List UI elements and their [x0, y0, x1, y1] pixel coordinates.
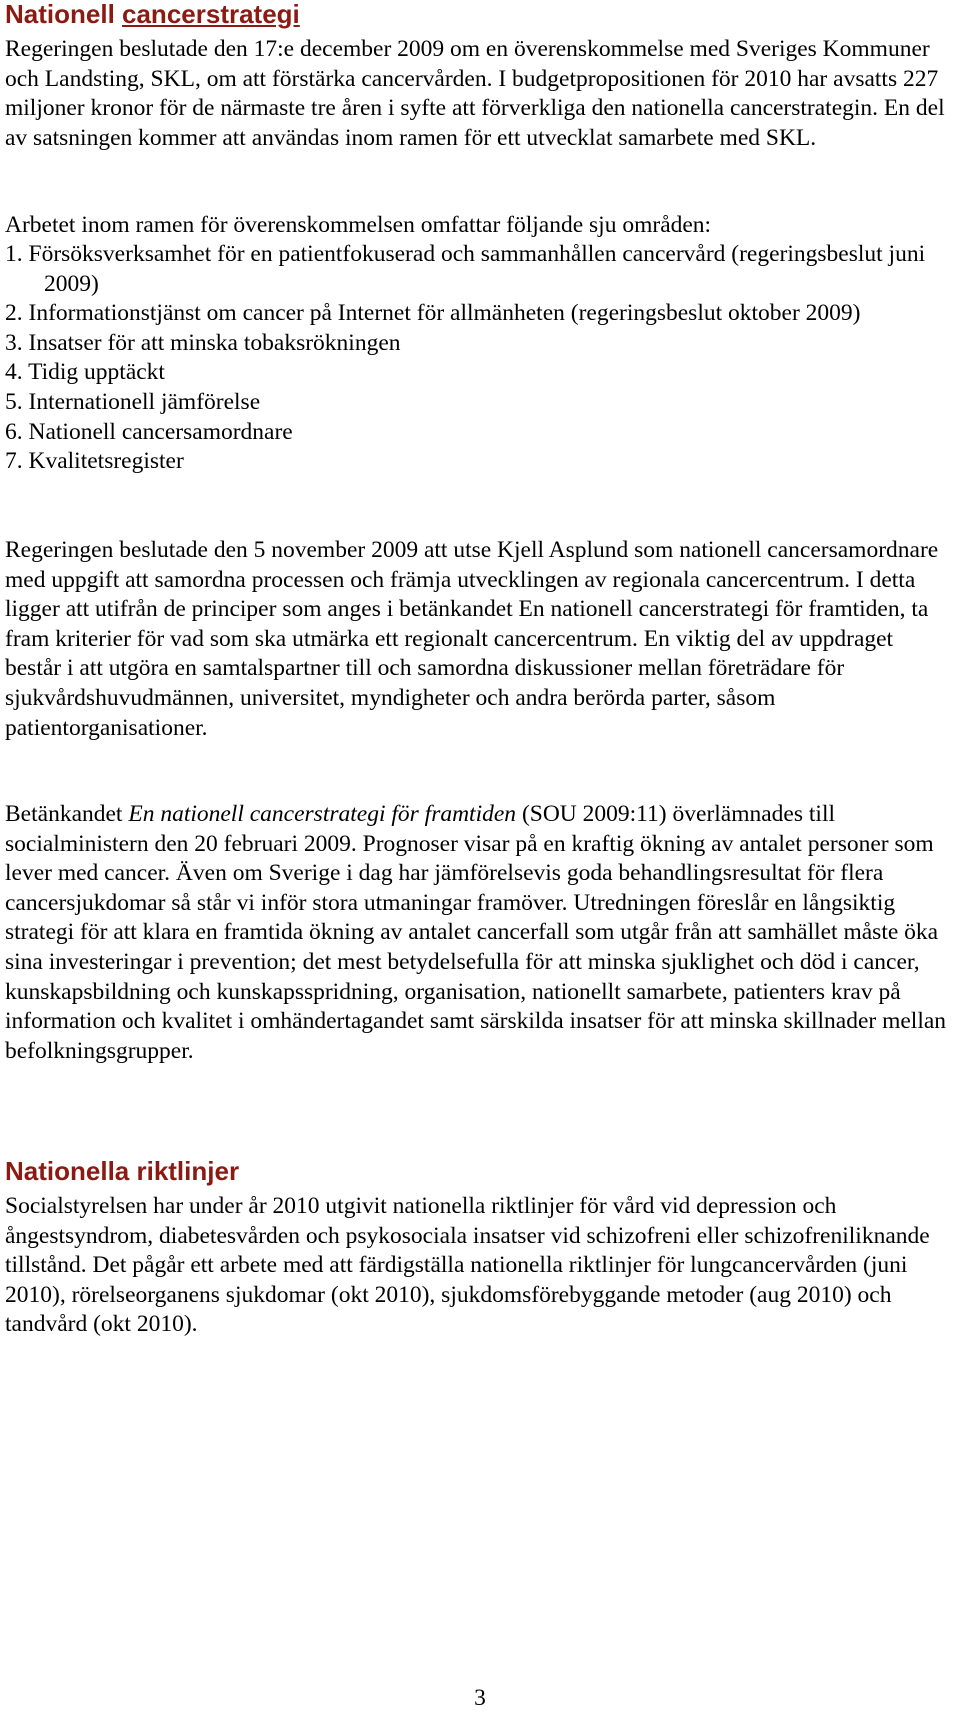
list-item: 6. Nationell cancersamordnare — [5, 418, 293, 445]
report-rest: (SOU 2009:11) överlämnades till socialministern den 20 februari 2009. Prognoser visar på en kraftig ökning av antalet personer som lever med cancer. Även om Sverige i dag har jämförelsevis goda behandlingsresultat för flera cancersjukdomar så står vi inför stora utmaningar framöver. Utredningen föreslår en långsiktig strategi för att klara en framtida ökning av antalet cancerfall som utgår från att samhället måste öka sina investeringar i prevention; det mest betydelsefulla för att minska sjuklighet och död i cancer, kunskapsbildning och kunskapsspridning, organisation, nationellt samarbete, patienters krav på information och kvalitet i omhändertagandet samt särskilda insatser för att minska skillnader mellan befolkningsgrupper. — [5, 801, 947, 1064]
list-item: 7. Kvalitetsregister — [5, 448, 184, 475]
paragraph-agreement: Regeringen beslutade den 17:e december 2009 om en överenskommelse med Sveriges Kommuner och Landsting, SKL, om att förstärka cancervården. I budgetpropositionen för 2010 har avsatts 227 miljoner kronor för de närmaste tre åren i syfte att förverkliga den nationella cancerstrategin. En del av satsningen kommer att användas inom ramen för ett utvecklat samarbete med SKL. — [5, 36, 945, 151]
list-item: 5. Internationell jämförelse — [5, 388, 261, 415]
report-title: En nationell cancerstrategi för framtiden — [128, 801, 517, 827]
heading-part-1: Nationell — [5, 0, 123, 29]
heading-part-2: cancerstrategi — [122, 0, 300, 29]
section-heading-riktlinjer: Nationella riktlinjer — [5, 1156, 240, 1186]
paragraph-coordinator: Regeringen beslutade den 5 november 2009 att utse Kjell Asplund som nationell cancersamordnare med uppgift att samordna processen och främja utvecklingen av regionala cancercentrum. I detta ligger att utifrån de principer som anges i betänkandet En nationell cancerstrategi för framtiden, ta fram kriterier för vad som ska utmärka ett regionalt cancercentrum. En viktig del av uppdraget består i att utgöra en samtalspartner till och samordna diskussioner mellan företrädare för sjukvårdshuvudmännen, universitet, myndigheter och andra berörda parter, såsom patientorganisationer. — [5, 537, 939, 741]
section-heading-cancerstrategi — [5, 0, 300, 29]
paragraph-guidelines: Socialstyrelsen har under år 2010 utgivit nationella riktlinjer för vård vid depression och ångestsyndrom, diabetesvården och psykosociala insatser vid schizofreni eller schizofreniliknande tillstånd. Det pågår ett arbete med att färdigställa nationella riktlinjer för lungcancervården (juni 2010), rörelseorganens sjukdomar (okt 2010), sjukdomsförebyggande metoder (aug 2010) och tandvård (okt 2010). — [5, 1193, 930, 1338]
list-item: 3. Insatser för att minska tobaksrökningen — [5, 329, 401, 356]
paragraph-report — [5, 800, 955, 1066]
areas-list — [5, 240, 955, 477]
page-number: 3 — [474, 1685, 486, 1711]
list-intro: Arbetet inom ramen för överenskommelsen omfattar följande sju områden: — [5, 212, 712, 238]
list-item: 1. Försöksverksamhet för en patientfokuserad och sammanhållen cancervård (regeringsbeslut juni 2009) — [5, 241, 926, 297]
list-item: 4. Tidig upptäckt — [5, 359, 165, 386]
list-item: 2. Informationstjänst om cancer på Internet för allmänheten (regeringsbeslut oktober 2009) — [5, 300, 861, 327]
report-lead: Betänkandet — [5, 801, 129, 827]
